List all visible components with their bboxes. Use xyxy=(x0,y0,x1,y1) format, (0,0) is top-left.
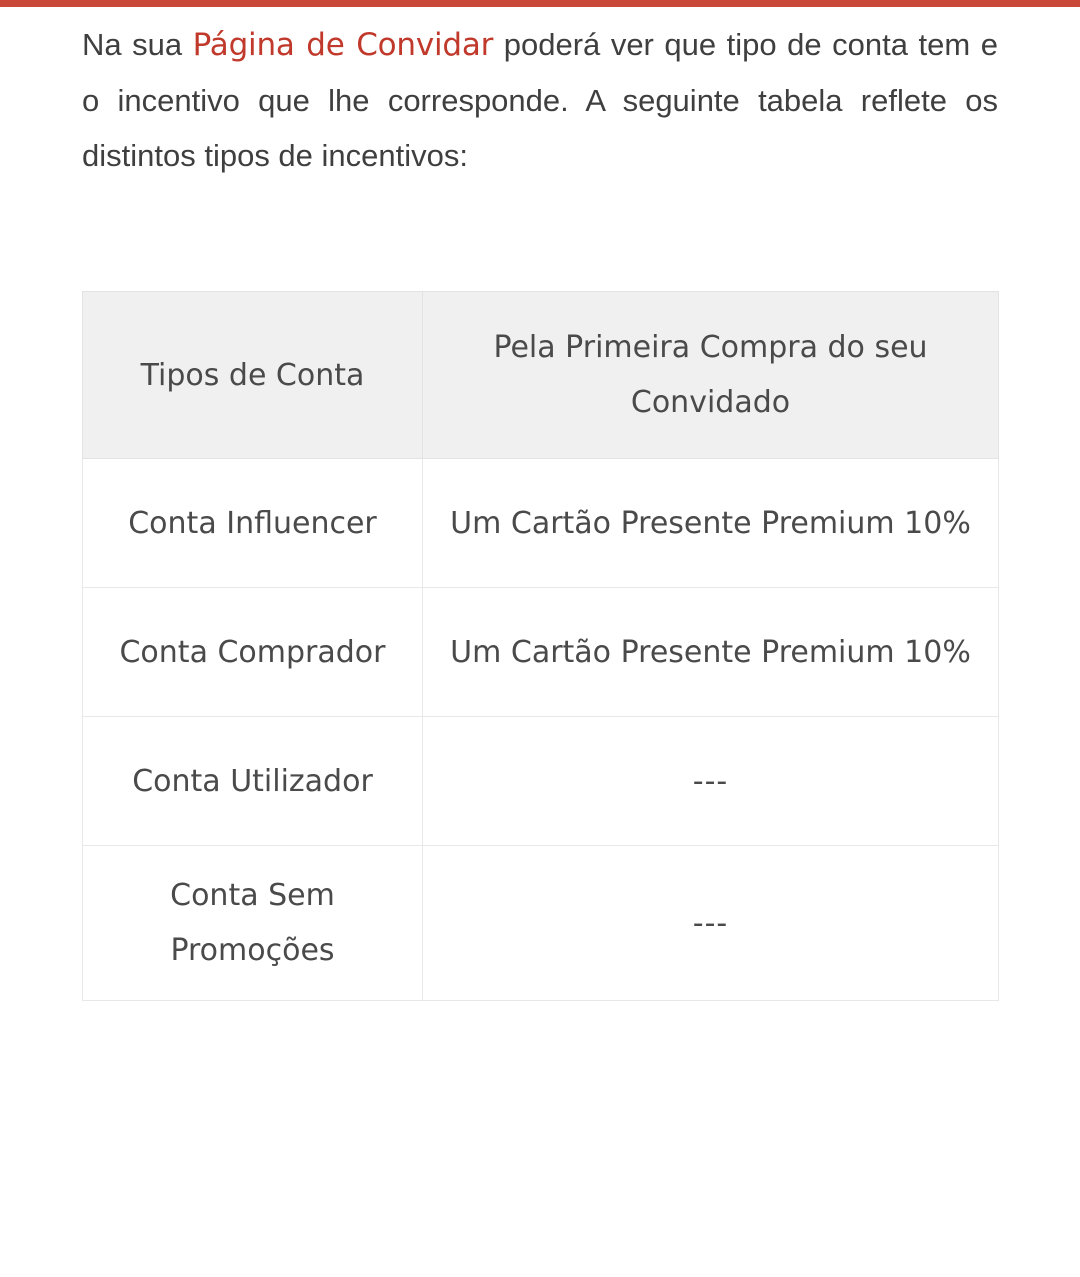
cell-incentive: Um Cartão Presente Premium 10% xyxy=(423,588,999,717)
cell-incentive: Um Cartão Presente Premium 10% xyxy=(423,459,999,588)
cell-incentive: --- xyxy=(423,846,999,1001)
cell-account-type: Conta Utilizador xyxy=(83,717,423,846)
table-row xyxy=(83,459,999,588)
incentives-table xyxy=(82,291,999,1001)
cell-incentive: --- xyxy=(423,717,999,846)
table-header-row xyxy=(83,292,999,459)
table-body xyxy=(83,459,999,1001)
intro-text-part1: Na sua xyxy=(82,27,193,62)
accent-top-bar xyxy=(0,0,1080,7)
cell-account-type: Conta Influencer xyxy=(83,459,423,588)
table-row xyxy=(83,717,999,846)
intro-text-part2: poderá ver que tipo de conta tem e o incentivo que lhe corresponde. A seguinte tabela reflete os distintos tipos de incentivos: xyxy=(82,27,998,173)
table-row xyxy=(83,588,999,717)
cell-account-type: Conta Sem Promoções xyxy=(83,846,423,1001)
cell-account-type: Conta Comprador xyxy=(83,588,423,717)
column-header-first-purchase-incentive: Pela Primeira Compra do seu Convidado xyxy=(423,292,999,459)
table-head xyxy=(83,292,999,459)
invite-page-link[interactable]: Página de Convidar xyxy=(192,27,494,63)
intro-paragraph xyxy=(0,7,1080,183)
column-header-account-type: Tipos de Conta xyxy=(83,292,423,459)
incentives-table-container xyxy=(0,291,1080,1001)
table-row xyxy=(83,846,999,1001)
document-page xyxy=(0,7,1080,1001)
